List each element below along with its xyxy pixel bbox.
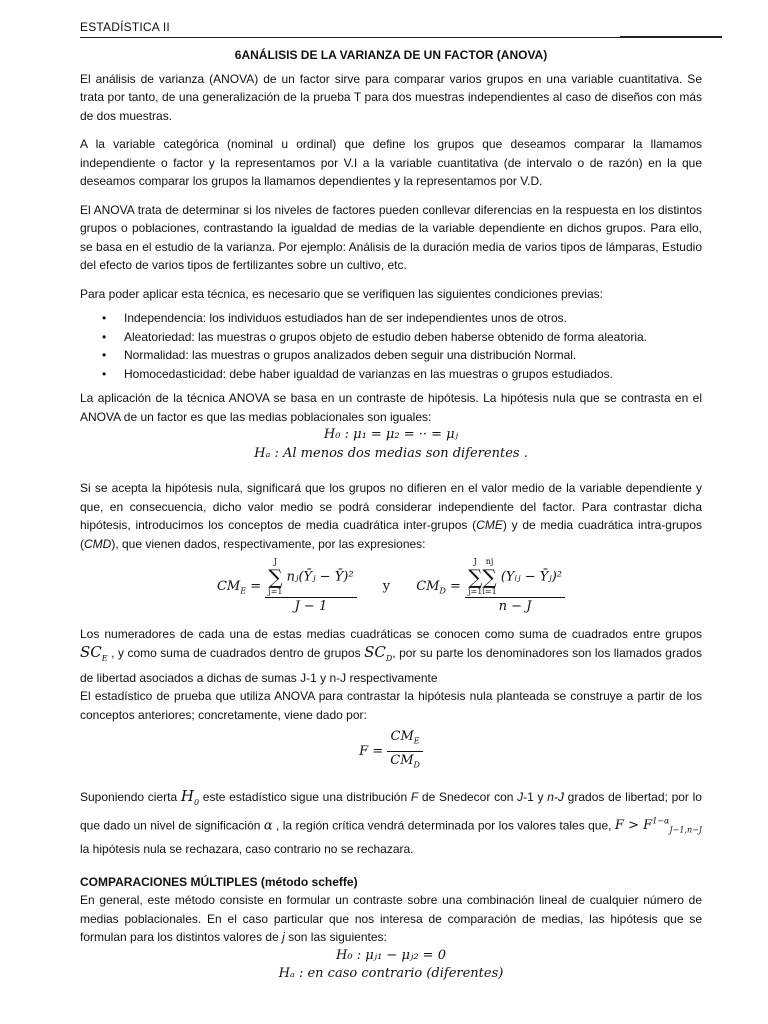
paragraph-hypothesis: La aplicación de la técnica ANOVA se basa en un contraste de hipótesis. La hipótesis nula que se contrasta en el ANOVA de un factor es que las medias poblacionales son iguales: — [80, 391, 702, 424]
scheffe-null-hypothesis: H₀ : μⱼ₁ − μⱼ₂ = 0 — [336, 947, 446, 963]
paragraph-mean-squares: Si se acepta la hipótesis nula, significará que los grupos no difieren en el valor medio de la variable dependiente y que, en consecuencia, dicho valor medio se podrá considerar independiente del factor. Para contrastar dicha hipótesis, introducimos los conceptos de media cuadrática inter-grupos (CME) y de media cuadrática intra-grupos (CMD), que vienen dados, respectivamente, por las expresiones: — [80, 481, 702, 551]
alt-hypothesis: Hₐ : Al menos dos medias son diferentes . — [254, 445, 528, 461]
paragraph-anova-purpose: El ANOVA trata de determinar si los niveles de factores pueden conllevar diferencias en la respuesta en los distintos grupos o poblaciones, contrastando la igualdad de medias de la variable dependiente en dichos grupos. Para ello, se basa en el estudio de la varianza. Por ejemplo: Análisis de la duración media de varios tipos de lámparas, Estudio del efecto de varios tipos de fertilizantes sobre un cultivo, etc. — [80, 202, 702, 272]
scheffe-alt-hypothesis: Hₐ : en caso contrario (diferentes) — [278, 966, 504, 982]
paragraph-conditions-intro: Para poder aplicar esta técnica, es necesario que se verifiquen las siguientes condiciones previas: — [80, 286, 603, 301]
paragraph-critical-region: Suponiendo cierta $H_0$ este estadístico sigue una distribución F de Snedecor con J-1 y n-J grados de libertad; por lo que dado un nivel de significación α , la región crítica vendrá determinada por los valores tales que, $F > F^{1-\alpha}_{J-1,n-J}$ la hipótesis nula se rechazara, caso contrario no se rechazara. — [80, 787, 703, 857]
list-item: • Homocedasticidad: debe haber igualdad de varianzas en las muestras o grupos estudiados. — [102, 365, 702, 384]
paragraph-scheffe: En general, este método consiste en formular un contraste sobre una combinación lineal de cualquier número de medias poblacionales. En el caso particular que nos interesa de comparación de medias, las hipótesis que se formulan para los distintos valores de j son las siguientes: — [80, 893, 702, 945]
paragraph-sums-of-squares: Los numeradores de cada una de estas medias cuadráticas se conocen como suma de cuadrados entre grupos $SC_E$ , y como suma de cuadrados dentro de grupos $SC_D$, por su parte los denominadores son los llamados grados de libertad asociados a dichas de sumas J-1 y n-J respectivamente — [80, 626, 702, 685]
f-statistic-formula: F = $\frac{CM_E}{CM_D}$ — [80, 728, 702, 775]
section-title: 6ANÁLISIS DE LA VARIANZA DE UN FACTOR (ANOVA) — [234, 48, 548, 62]
page-header: ESTADÍSTICA II — [80, 20, 170, 34]
mean-square-formulas — [80, 557, 702, 617]
multiple-comparisons-heading: COMPARACIONES MÚLTIPLES (método scheffe) — [80, 874, 358, 889]
document-body — [80, 46, 702, 984]
null-hypothesis: H₀ : μ₁ = μ₂ = ·· = μⱼ — [323, 427, 459, 442]
conditions-list — [80, 309, 702, 383]
list-item: • Normalidad: las muestras o grupos analizados deben seguir una distribución Normal. — [102, 346, 702, 365]
paragraph-intro: El análisis de varianza (ANOVA) de un factor sirve para comparar varios grupos en una variable cuantitativa. Se trata por tanto, de una generalización de la prueba T para dos muestras independientes al caso de diseños con más de dos muestras. — [80, 71, 702, 123]
header-rule — [80, 37, 704, 38]
header-rule-thick — [620, 36, 722, 38]
list-item: • Independencia: los individuos estudiados han de ser independientes unos de otros. — [102, 309, 702, 328]
cmd-formula: $CM_D$ = J ∑ j=1 nj ∑ i=1 (Yᵢⱼ − Ȳⱼ)² n − J — [416, 579, 565, 594]
cme-formula: $CM_E$ = J ∑ j=1 nⱼ(Ȳⱼ − Ȳ)² J − 1 — [217, 579, 361, 594]
paragraph-variables: A la variable categórica (nominal u ordinal) que define los grupos que deseamos comparar la llamamos independiente o factor y la representamos por V.I a la variable cuantitativa (de intervalo o de razón) en la que deseamos comparar los grupos la llamamos dependientes y la representamos por V.D. — [80, 137, 702, 188]
paragraph-test-statistic: El estadístico de prueba que utiliza ANOVA para contrastar la hipótesis nula planteada se construye a partir de los conceptos anteriores; concretamente, viene dado por: — [80, 689, 702, 722]
and-word: y — [382, 579, 391, 595]
list-item: • Aleatoriedad: las muestras o grupos objeto de estudio deben haberse obtenido de forma aleatoria. — [102, 328, 702, 347]
